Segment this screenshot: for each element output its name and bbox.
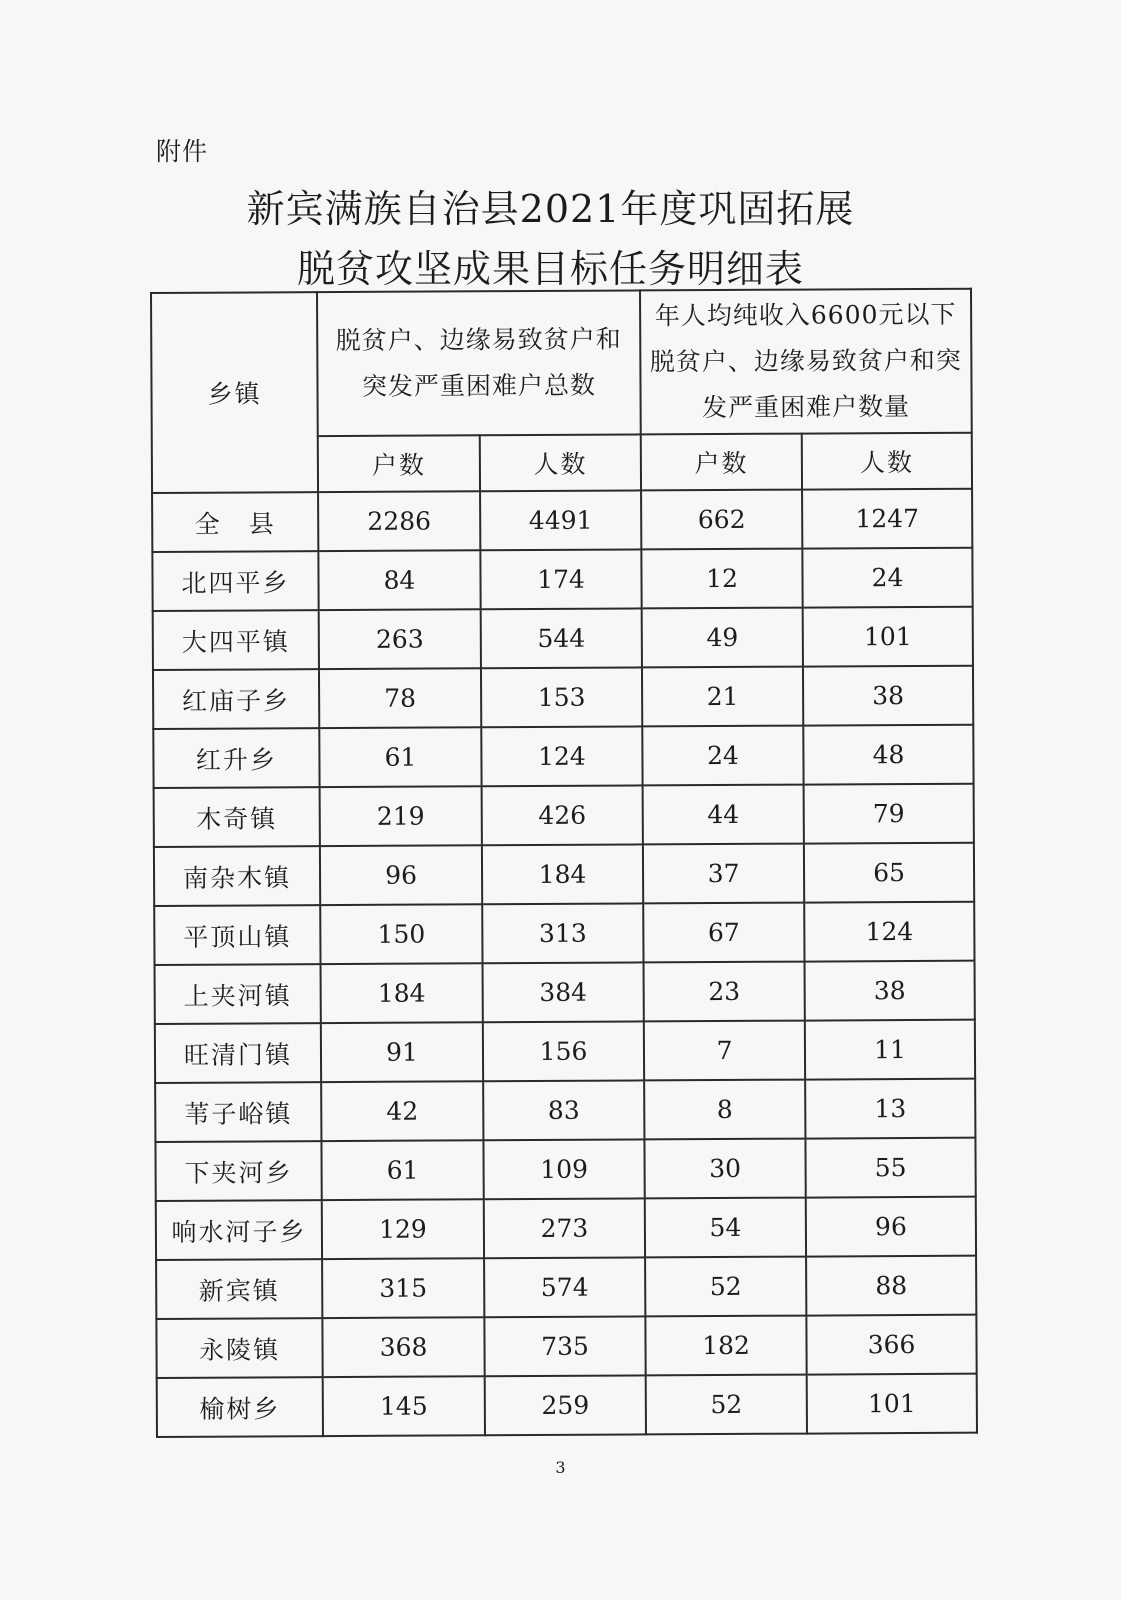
low-income-people: 65 bbox=[804, 843, 974, 903]
table-row bbox=[154, 902, 974, 965]
low-income-households: 8 bbox=[644, 1080, 805, 1140]
low-income-households: 52 bbox=[646, 1375, 807, 1435]
low-income-people: 24 bbox=[802, 548, 972, 608]
township-name: 红庙子乡 bbox=[153, 669, 319, 729]
header-people-2: 人数 bbox=[802, 433, 972, 490]
low-income-people: 1247 bbox=[802, 489, 972, 549]
total-households: 315 bbox=[322, 1258, 484, 1318]
total-people: 259 bbox=[485, 1375, 646, 1435]
total-households: 78 bbox=[319, 668, 481, 728]
low-income-households: 12 bbox=[641, 549, 802, 609]
table-row bbox=[156, 1197, 976, 1260]
low-income-households: 662 bbox=[641, 490, 802, 550]
total-people: 735 bbox=[484, 1316, 645, 1376]
total-households: 2286 bbox=[318, 491, 480, 551]
low-income-households: 24 bbox=[642, 726, 803, 786]
low-income-people: 101 bbox=[803, 607, 973, 667]
low-income-households: 37 bbox=[643, 844, 804, 904]
low-income-households: 182 bbox=[645, 1316, 806, 1376]
total-people: 83 bbox=[483, 1080, 644, 1140]
table-row bbox=[155, 1079, 975, 1142]
township-name: 下夹河乡 bbox=[155, 1141, 321, 1201]
low-income-people: 11 bbox=[805, 1020, 975, 1080]
low-income-people: 13 bbox=[805, 1079, 975, 1139]
total-households: 96 bbox=[320, 845, 482, 905]
total-households: 150 bbox=[320, 904, 482, 964]
table-row bbox=[155, 961, 975, 1024]
township-name: 平顶山镇 bbox=[154, 905, 320, 965]
low-income-households: 49 bbox=[642, 608, 803, 668]
township-name: 木奇镇 bbox=[154, 787, 320, 847]
total-people: 574 bbox=[484, 1257, 645, 1317]
document-title-line1: 新宾满族自治县2021年度巩固拓展 bbox=[246, 187, 855, 231]
township-name: 旺清门镇 bbox=[155, 1023, 321, 1083]
total-people: 174 bbox=[480, 549, 641, 609]
township-name: 上夹河镇 bbox=[155, 964, 321, 1024]
header-households-2: 户数 bbox=[641, 434, 802, 491]
township-name: 苇子峪镇 bbox=[155, 1082, 321, 1142]
low-income-people: 55 bbox=[805, 1138, 975, 1198]
document-title-line2: 脱贫攻坚成果目标任务明细表 bbox=[296, 247, 804, 291]
total-households: 42 bbox=[321, 1081, 483, 1141]
low-income-people: 124 bbox=[804, 902, 974, 962]
table-row bbox=[155, 1020, 975, 1083]
table-row bbox=[156, 1256, 976, 1319]
total-people: 184 bbox=[482, 844, 643, 904]
low-income-households: 7 bbox=[644, 1021, 805, 1081]
page-number: 3 bbox=[555, 1458, 566, 1477]
total-people: 124 bbox=[481, 726, 642, 786]
low-income-people: 38 bbox=[805, 961, 975, 1021]
table-row bbox=[154, 843, 974, 906]
header-low-income-group: 年人均纯收入6600元以下脱贫户、边缘易致贫户和突发严重困难户数量 bbox=[640, 289, 972, 435]
low-income-households: 54 bbox=[645, 1198, 806, 1258]
task-detail-table bbox=[150, 288, 978, 1438]
table-row bbox=[153, 607, 973, 670]
total-people: 156 bbox=[483, 1021, 644, 1081]
total-people: 4491 bbox=[480, 490, 641, 550]
total-households: 129 bbox=[322, 1199, 484, 1259]
low-income-people: 101 bbox=[807, 1374, 977, 1434]
township-name: 响水河子乡 bbox=[156, 1200, 322, 1260]
low-income-people: 366 bbox=[806, 1315, 976, 1375]
header-total-group: 脱贫户、边缘易致贫户和突发严重困难户总数 bbox=[317, 290, 641, 436]
table-row bbox=[152, 548, 972, 611]
attachment-label: 附件 bbox=[156, 137, 209, 166]
header-row-group bbox=[151, 289, 972, 437]
table-row bbox=[153, 725, 973, 788]
table-row bbox=[156, 1315, 976, 1378]
total-households: 61 bbox=[319, 727, 481, 787]
low-income-people: 48 bbox=[803, 725, 973, 785]
table-row bbox=[153, 666, 973, 729]
header-township: 乡镇 bbox=[151, 292, 318, 493]
low-income-people: 38 bbox=[803, 666, 973, 726]
total-households: 91 bbox=[321, 1022, 483, 1082]
header-households-1: 户数 bbox=[318, 435, 480, 492]
total-households: 145 bbox=[323, 1376, 485, 1436]
total-people: 544 bbox=[481, 608, 642, 668]
low-income-people: 79 bbox=[804, 784, 974, 844]
township-name: 南杂木镇 bbox=[154, 846, 320, 906]
low-income-people: 88 bbox=[806, 1256, 976, 1316]
low-income-people: 96 bbox=[806, 1197, 976, 1257]
township-name: 全 县 bbox=[152, 492, 318, 552]
total-people: 109 bbox=[483, 1139, 644, 1199]
total-people: 384 bbox=[483, 962, 644, 1022]
township-name: 永陵镇 bbox=[156, 1318, 322, 1378]
table-row bbox=[157, 1374, 977, 1437]
low-income-households: 44 bbox=[643, 785, 804, 845]
township-name: 红升乡 bbox=[153, 728, 319, 788]
table-row bbox=[155, 1138, 975, 1201]
total-households: 263 bbox=[319, 609, 481, 669]
township-name: 新宾镇 bbox=[156, 1259, 322, 1319]
total-people: 273 bbox=[484, 1198, 645, 1258]
township-name: 大四平镇 bbox=[153, 610, 319, 670]
total-people: 313 bbox=[482, 903, 643, 963]
total-households: 61 bbox=[321, 1140, 483, 1200]
header-people-1: 人数 bbox=[480, 434, 641, 491]
table-row bbox=[152, 489, 972, 552]
total-households: 219 bbox=[320, 786, 482, 846]
township-name: 北四平乡 bbox=[152, 551, 318, 611]
table-row bbox=[154, 784, 974, 847]
total-households: 368 bbox=[322, 1317, 484, 1377]
township-name: 榆树乡 bbox=[157, 1377, 323, 1437]
total-households: 184 bbox=[321, 963, 483, 1023]
total-people: 153 bbox=[481, 667, 642, 727]
total-people: 426 bbox=[482, 785, 643, 845]
low-income-households: 30 bbox=[644, 1139, 805, 1199]
total-households: 84 bbox=[318, 550, 480, 610]
low-income-households: 21 bbox=[642, 667, 803, 727]
low-income-households: 23 bbox=[644, 962, 805, 1022]
low-income-households: 52 bbox=[645, 1257, 806, 1317]
low-income-households: 67 bbox=[643, 903, 804, 963]
